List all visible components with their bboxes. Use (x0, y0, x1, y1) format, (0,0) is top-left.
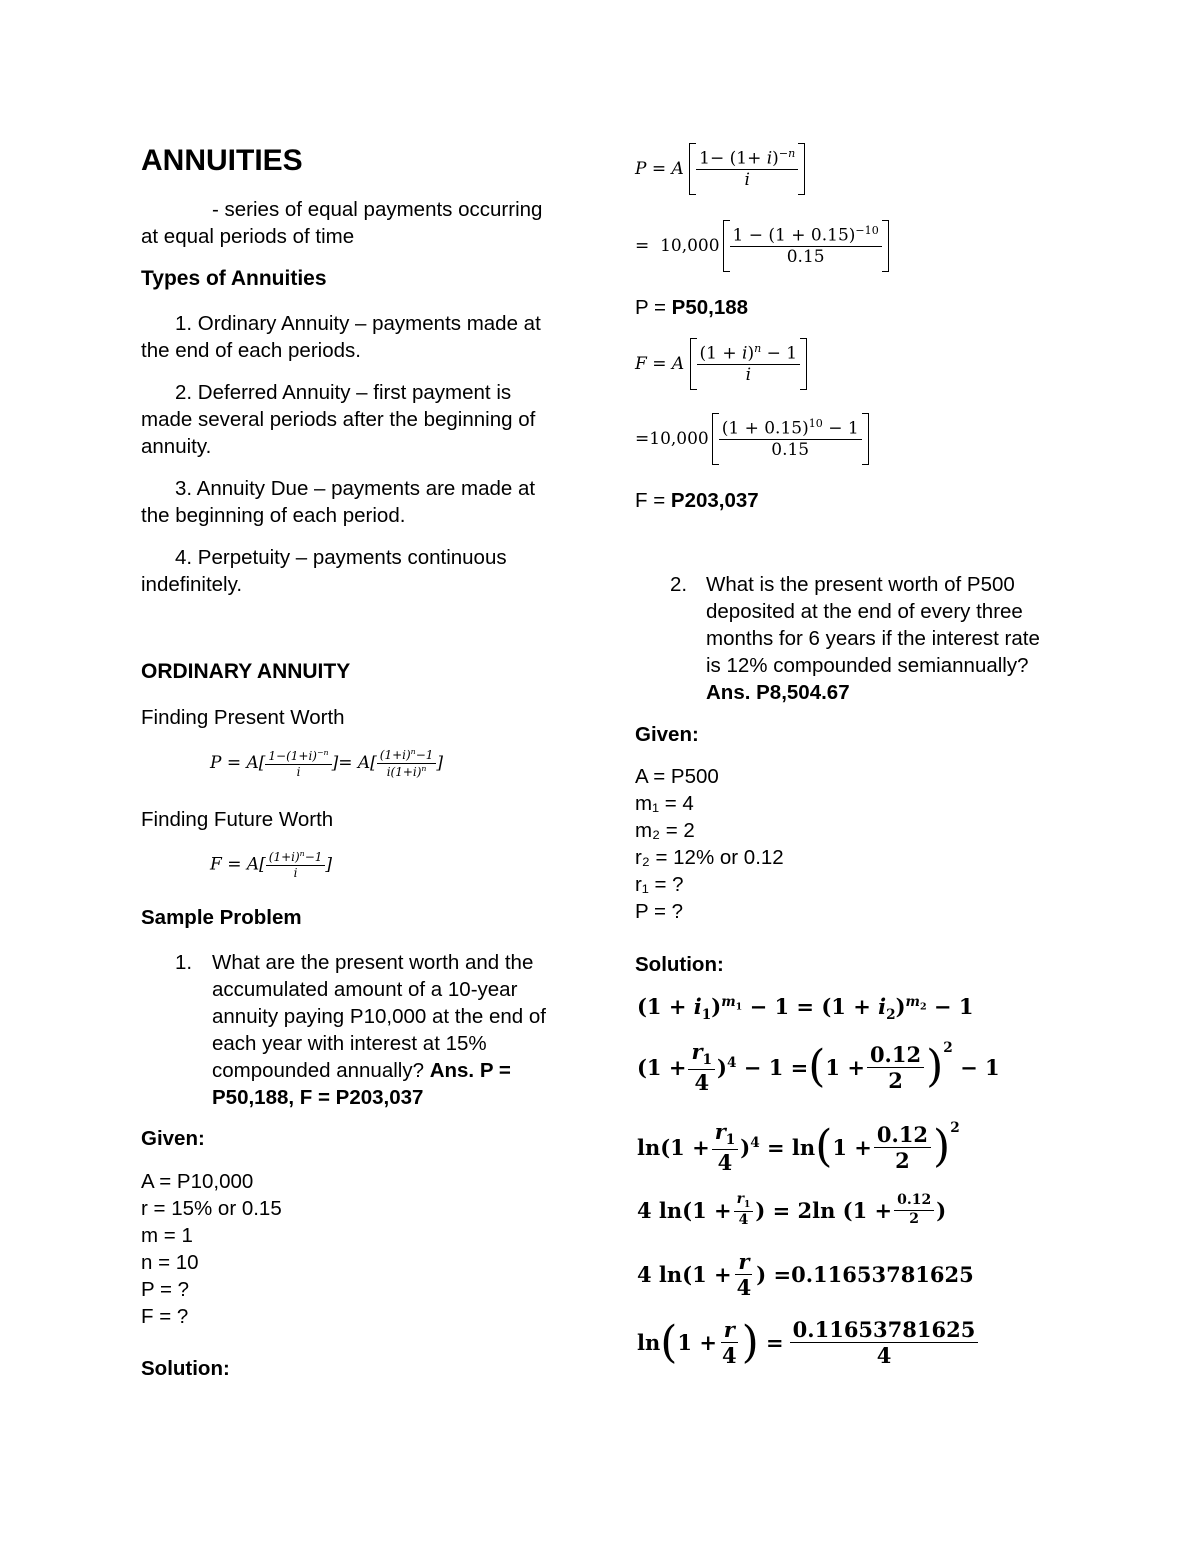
given-2-m1: m₁ = 4 (635, 792, 694, 815)
problem-2-line-2: deposited at the end of every three (706, 600, 1023, 623)
given-2-a: A = P500 (635, 765, 719, 788)
finding-future-worth: Finding Future Worth (141, 808, 334, 831)
equation-log-divided: ln ( 1 + $\frac{r}{4}$ ) = $\frac{0.11653781625}{4}$ (637, 1318, 978, 1367)
equation-log-value: 4 ln(1 + $\frac{r}{4}$ ) = 0.11653781625 (637, 1249, 974, 1301)
definition-line-1: - series of equal payments occurring (212, 198, 543, 221)
problem-1-number: 1. (175, 951, 193, 974)
given-heading-2: Given: (635, 723, 699, 746)
future-worth-formula: F = A[ $\frac{(1+i)^n-1}{i}$ ] (210, 849, 333, 881)
given-1-m: m = 1 (141, 1224, 193, 1247)
problem-2-line-4: is 12% compounded semiannually? (706, 654, 1029, 677)
given-heading-1: Given: (141, 1127, 205, 1150)
equation-substituted: (1 + $\frac{r_1}{4}$ )$^4$ − 1 = ( 1 + $\frac{0.12}{2}$ ) $^2$ − 1 (637, 1039, 1000, 1096)
f-sub-den: 0.15 (771, 440, 810, 461)
present-worth-substituted: = 10,000 $\frac{1 - (1 + 0.15)^{-10}}{0.15}$ (635, 220, 889, 272)
given-2-m2: m₂ = 2 (635, 819, 695, 842)
present-worth-general: P = A $\frac{1- (1+ i)^{-n}}{i}$ (635, 143, 805, 195)
sample-problem-heading: Sample Problem (141, 906, 302, 929)
f-sub-amount: 10,000 (649, 429, 709, 449)
problem-1-answer: P50,188, F = P203,037 (212, 1086, 424, 1109)
p-sub-amount: 10,000 (660, 236, 720, 256)
definition-line-2: at equal periods of time (141, 225, 355, 248)
future-worth-general: F = A $\frac{(1 + i)^n - 1}{i}$ (635, 338, 807, 390)
p-sub-den: 0.15 (786, 247, 825, 268)
problem-1-line-1: What are the present worth and the (212, 951, 534, 974)
problem-1-line-5: compounded annually? Ans. P = (212, 1059, 511, 1082)
types-heading: Types of Annuities (141, 267, 327, 290)
given-2-r1: r₁ = ? (635, 873, 684, 896)
p-sub-rate: 0.15 (810, 225, 849, 246)
ordinary-annuity-heading: ORDINARY ANNUITY (141, 660, 351, 683)
present-worth-formula: P = A[ $\frac{1-(1+i)^{-n}}{i}$ ]= A[ $\frac{(1+i)^n-1}{i(1+i)^n}$ ] (210, 747, 444, 780)
f-sub-exponent: 10 (808, 416, 823, 430)
f-result: F = P203,037 (635, 489, 759, 512)
solution-heading-1: Solution: (141, 1357, 230, 1380)
finding-present-worth: Finding Present Worth (141, 706, 345, 729)
type-4-line-1: 4. Perpetuity – payments continuous (175, 546, 507, 569)
given-1-r: r = 15% or 0.15 (141, 1197, 282, 1220)
equation-log-expanded: 4 ln(1 + $\frac{r_1}{4}$ ) = 2ln (1 + $\frac{0.12}{2}$ ) (637, 1191, 947, 1228)
eq5-value: 0.11653781625 (791, 1262, 974, 1288)
page-title: ANNUITIES (141, 144, 303, 177)
problem-1-line-2: accumulated amount of a 10-year (212, 978, 518, 1001)
type-3-line-2: the beginning of each period. (141, 504, 406, 527)
equation-effective-rate: $(1 + i_1)^{m_1} - 1 = (1 + i_2)^{m_2} - 1$ (637, 994, 974, 1024)
eq2-den-4: 4 (694, 1070, 710, 1096)
type-1-line-2: the end of each periods. (141, 339, 361, 362)
given-2-p: P = ? (635, 900, 684, 923)
type-1-line-1: 1. Ordinary Annuity – payments made at (175, 312, 541, 335)
eq2-num-012: 0.12 (867, 1043, 924, 1068)
p-sub-exponent: −10 (855, 223, 879, 237)
future-worth-substituted: = 10,000 $\frac{(1 + 0.15)^{10} - 1}{0.15}$ (635, 413, 869, 465)
problem-1-line-4: each year with interest at 15% (212, 1032, 487, 1055)
given-1-p: P = ? (141, 1278, 190, 1301)
f-sub-rate: 0.15 (764, 418, 803, 439)
problem-1-line-3: annuity paying P10,000 at the end of (212, 1005, 546, 1028)
given-2-r2: r₂ = 12% or 0.12 (635, 846, 784, 869)
type-4-line-2: indefinitely. (141, 573, 243, 596)
given-1-a: A = P10,000 (141, 1170, 254, 1193)
p-result: P = P50,188 (635, 296, 749, 319)
solution-heading-2: Solution: (635, 953, 724, 976)
eq6-denominator: 4 (876, 1343, 892, 1369)
problem-2-answer: Ans. P8,504.67 (706, 681, 850, 704)
type-2-line-1: 2. Deferred Annuity – first payment is (175, 381, 512, 404)
given-1-f: F = ? (141, 1305, 189, 1328)
type-2-line-3: annuity. (141, 435, 212, 458)
type-3-line-1: 3. Annuity Due – payments are made at (175, 477, 536, 500)
given-1-n: n = 10 (141, 1251, 199, 1274)
problem-2-number: 2. (670, 573, 688, 596)
problem-2-line-1: What is the present worth of P500 (706, 573, 1015, 596)
eq6-numerator: 0.11653781625 (790, 1318, 979, 1343)
type-2-line-2: made several periods after the beginning of (141, 408, 536, 431)
problem-2-line-3: months for 6 years if the interest rate (706, 627, 1040, 650)
equation-log: ln(1 + $\frac{r_1}{4}$ )$^4$ = ln ( 1 + $\frac{0.12}{2}$ ) $^2$ (637, 1119, 960, 1176)
eq2-den-2: 2 (888, 1067, 903, 1093)
